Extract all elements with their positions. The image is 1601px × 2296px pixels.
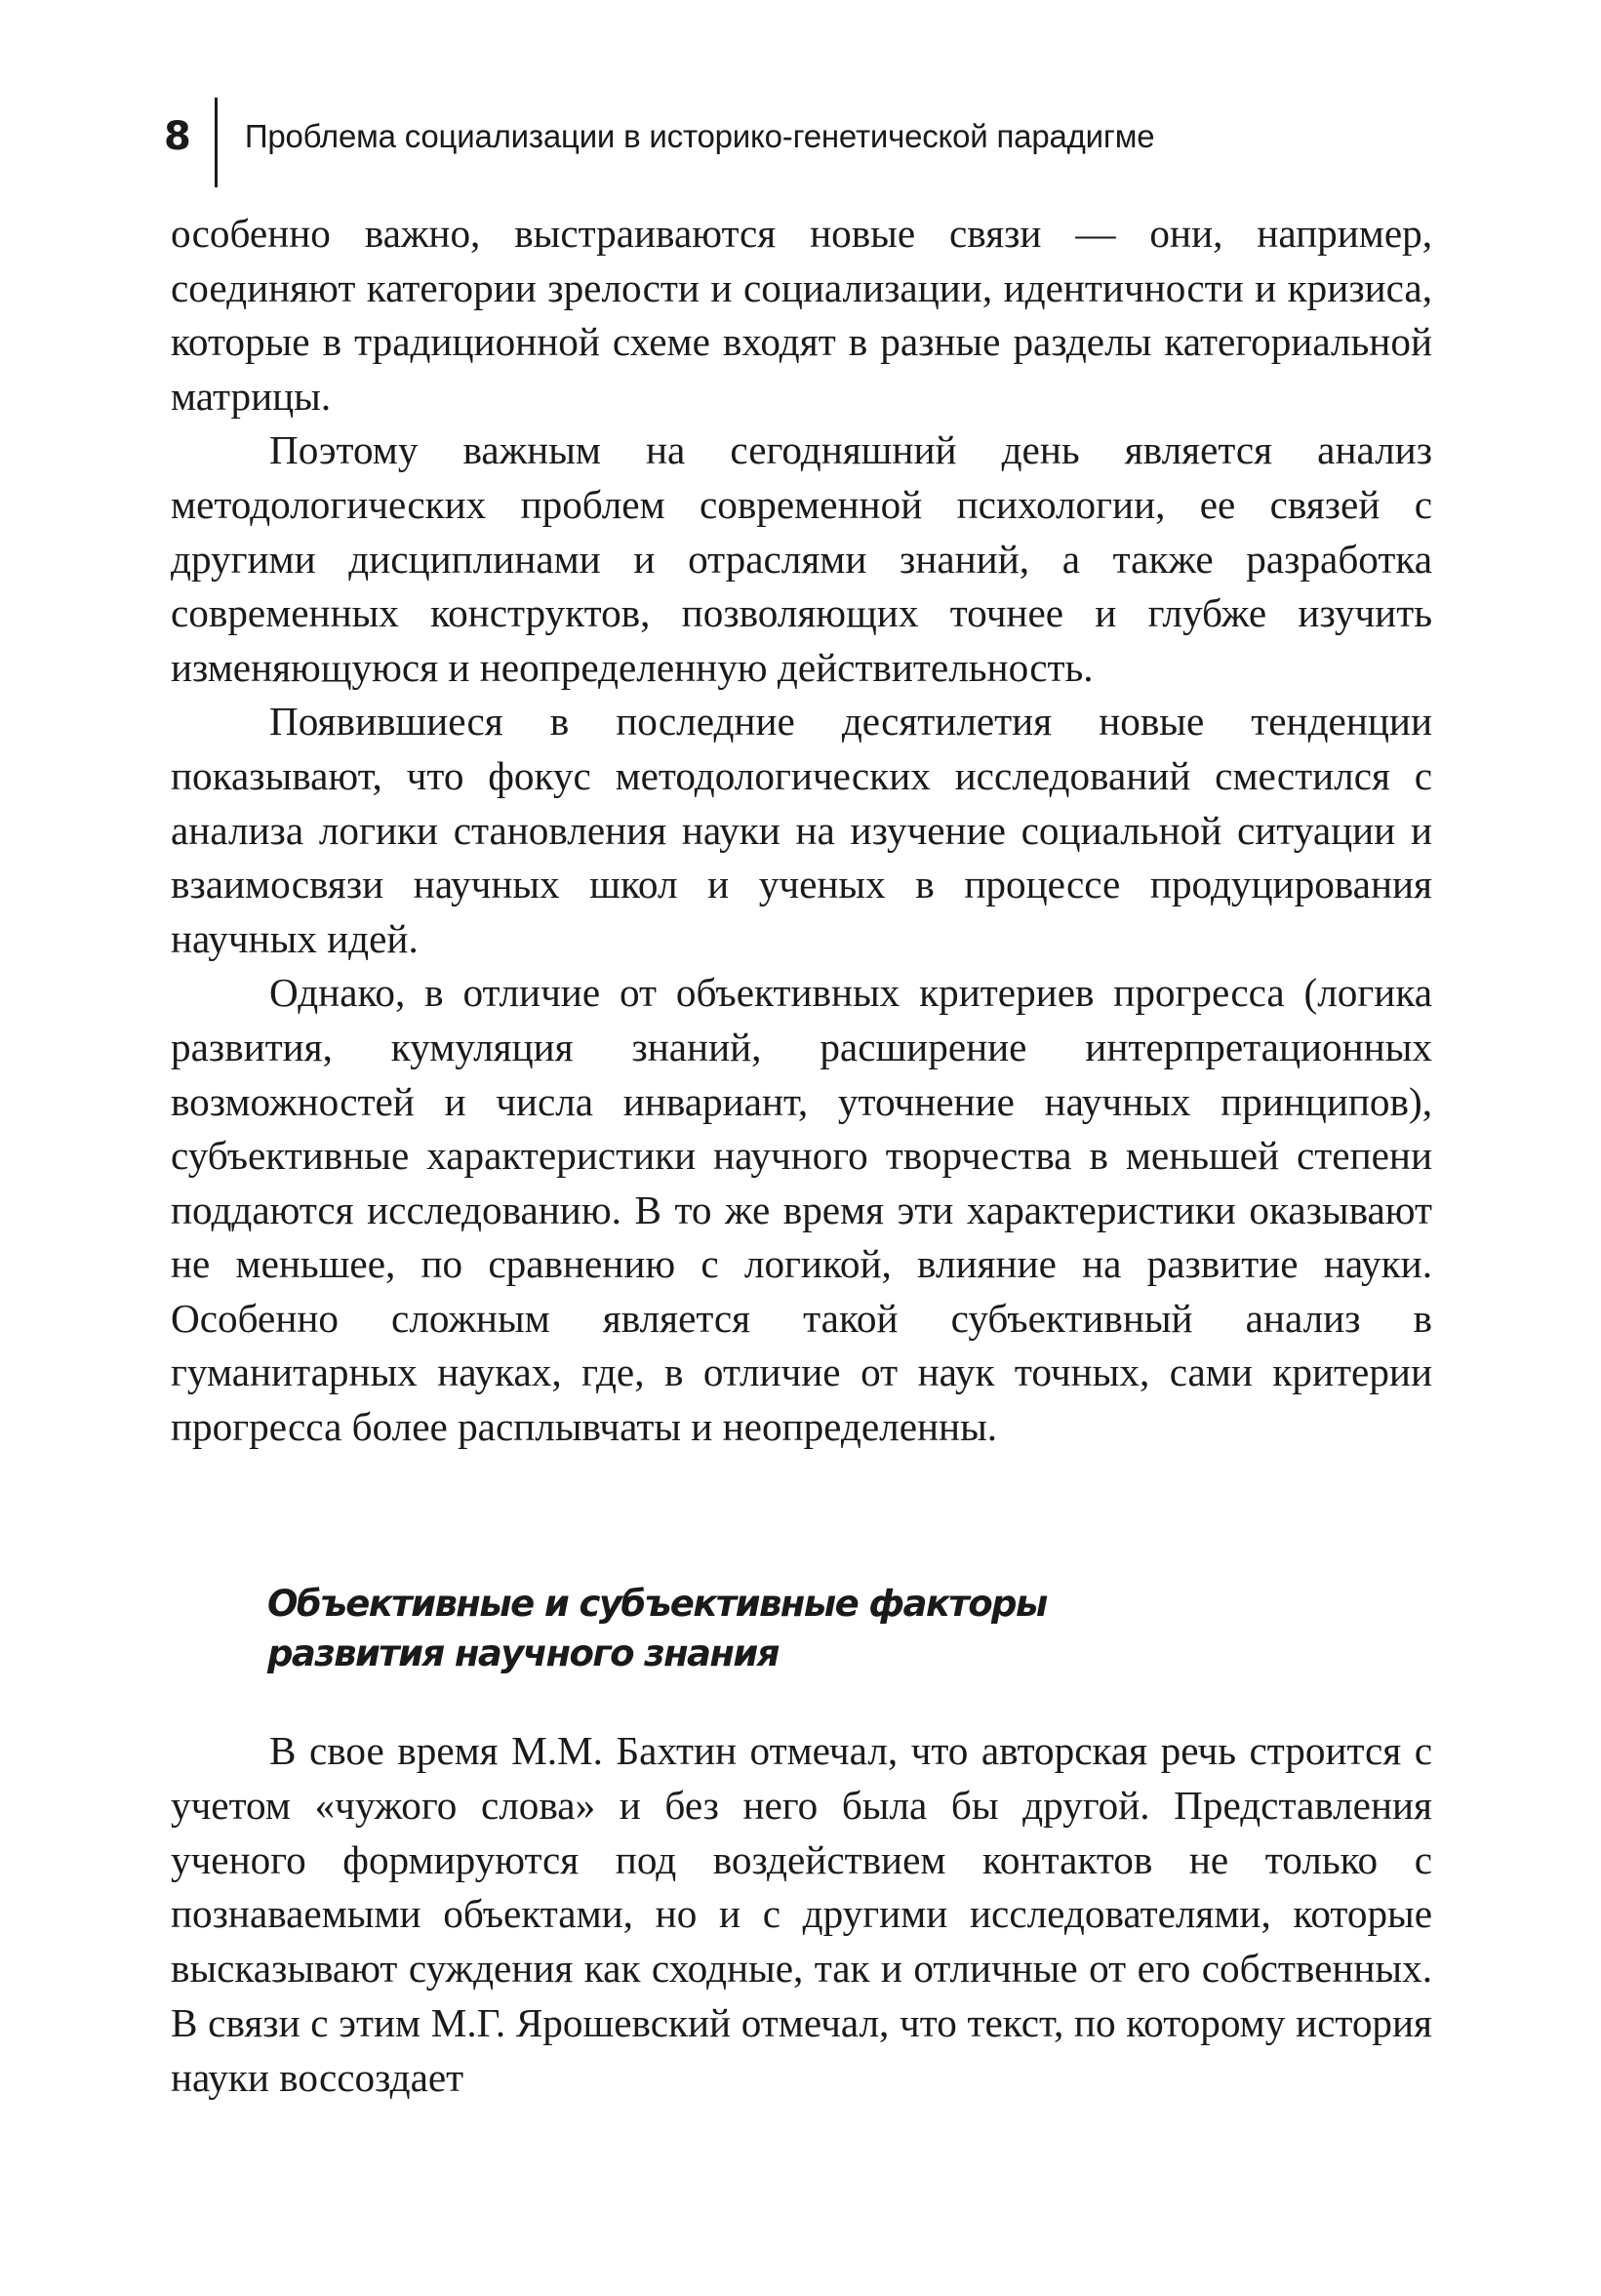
section-heading bbox=[267, 1579, 1432, 1678]
body-text bbox=[171, 207, 1432, 1455]
section-heading-line: развития научного знания bbox=[267, 1632, 779, 1674]
paragraph: Появившиеся в последние десятилетия новые тенденции показывают, что фокус методологических исследований сместился с анализа логики становления науки на изучение социальной ситуации и взаимосвязи научных школ и ученых в процессе продуцирования научных идей. bbox=[171, 699, 1432, 961]
section-paragraph: В свое время М.М. Бахтин отмечал, что авторская речь строится с учетом «чужого слова» и без него была бы другой. Представления ученого формируются под воздействием контактов не только с познаваемыми объектами, но и с другими исследователями, которые высказывают суждения как сходные, так и отличные от его собственных. В связи с этим М.Г. Ярошевский отмечал, что текст, по которому история науки воссоздает bbox=[171, 1728, 1432, 2100]
page-number: 8 bbox=[164, 114, 191, 159]
running-head bbox=[164, 98, 1154, 176]
section-heading-line: Объективные и субъективные факторы bbox=[267, 1583, 1047, 1625]
paragraph: Поэтому важным на сегодняшний день является анализ методологических проблем современной психологии, ее связей с другими дисциплинами и отраслями знаний, а также разработка современных конструктов, позволяющих точнее и глубже изучить изменяющуюся и неопределенную действительность. bbox=[171, 427, 1432, 690]
paragraph: особенно важно, выстраиваются новые связи — они, например, соединяют категории зрелости и социализации, идентичности и кризиса, которые в традиционной схеме входят в разные разделы категориальной матрицы. bbox=[171, 211, 1432, 419]
paragraph: Однако, в отличие от объективных критериев прогресса (логика развития, кумуляция знаний, расширение интерпретационных возможностей и числа инвариант, уточнение научных принципов), субъективные характеристики научного творчества в меньшей степени поддаются исследованию. В то же время эти характеристики оказывают не меньшее, по сравнению с логикой, влияние на развитие науки. Особенно сложным является такой субъективный анализ в гуманитарных науках, где, в отличие от наук точных, сами критерии прогресса более расплывчаты и неопределенны. bbox=[171, 970, 1432, 1450]
section bbox=[171, 1579, 1432, 2106]
running-title: Проблема социализации в историко-генетической парадигме bbox=[244, 118, 1155, 154]
header-divider bbox=[215, 98, 218, 187]
